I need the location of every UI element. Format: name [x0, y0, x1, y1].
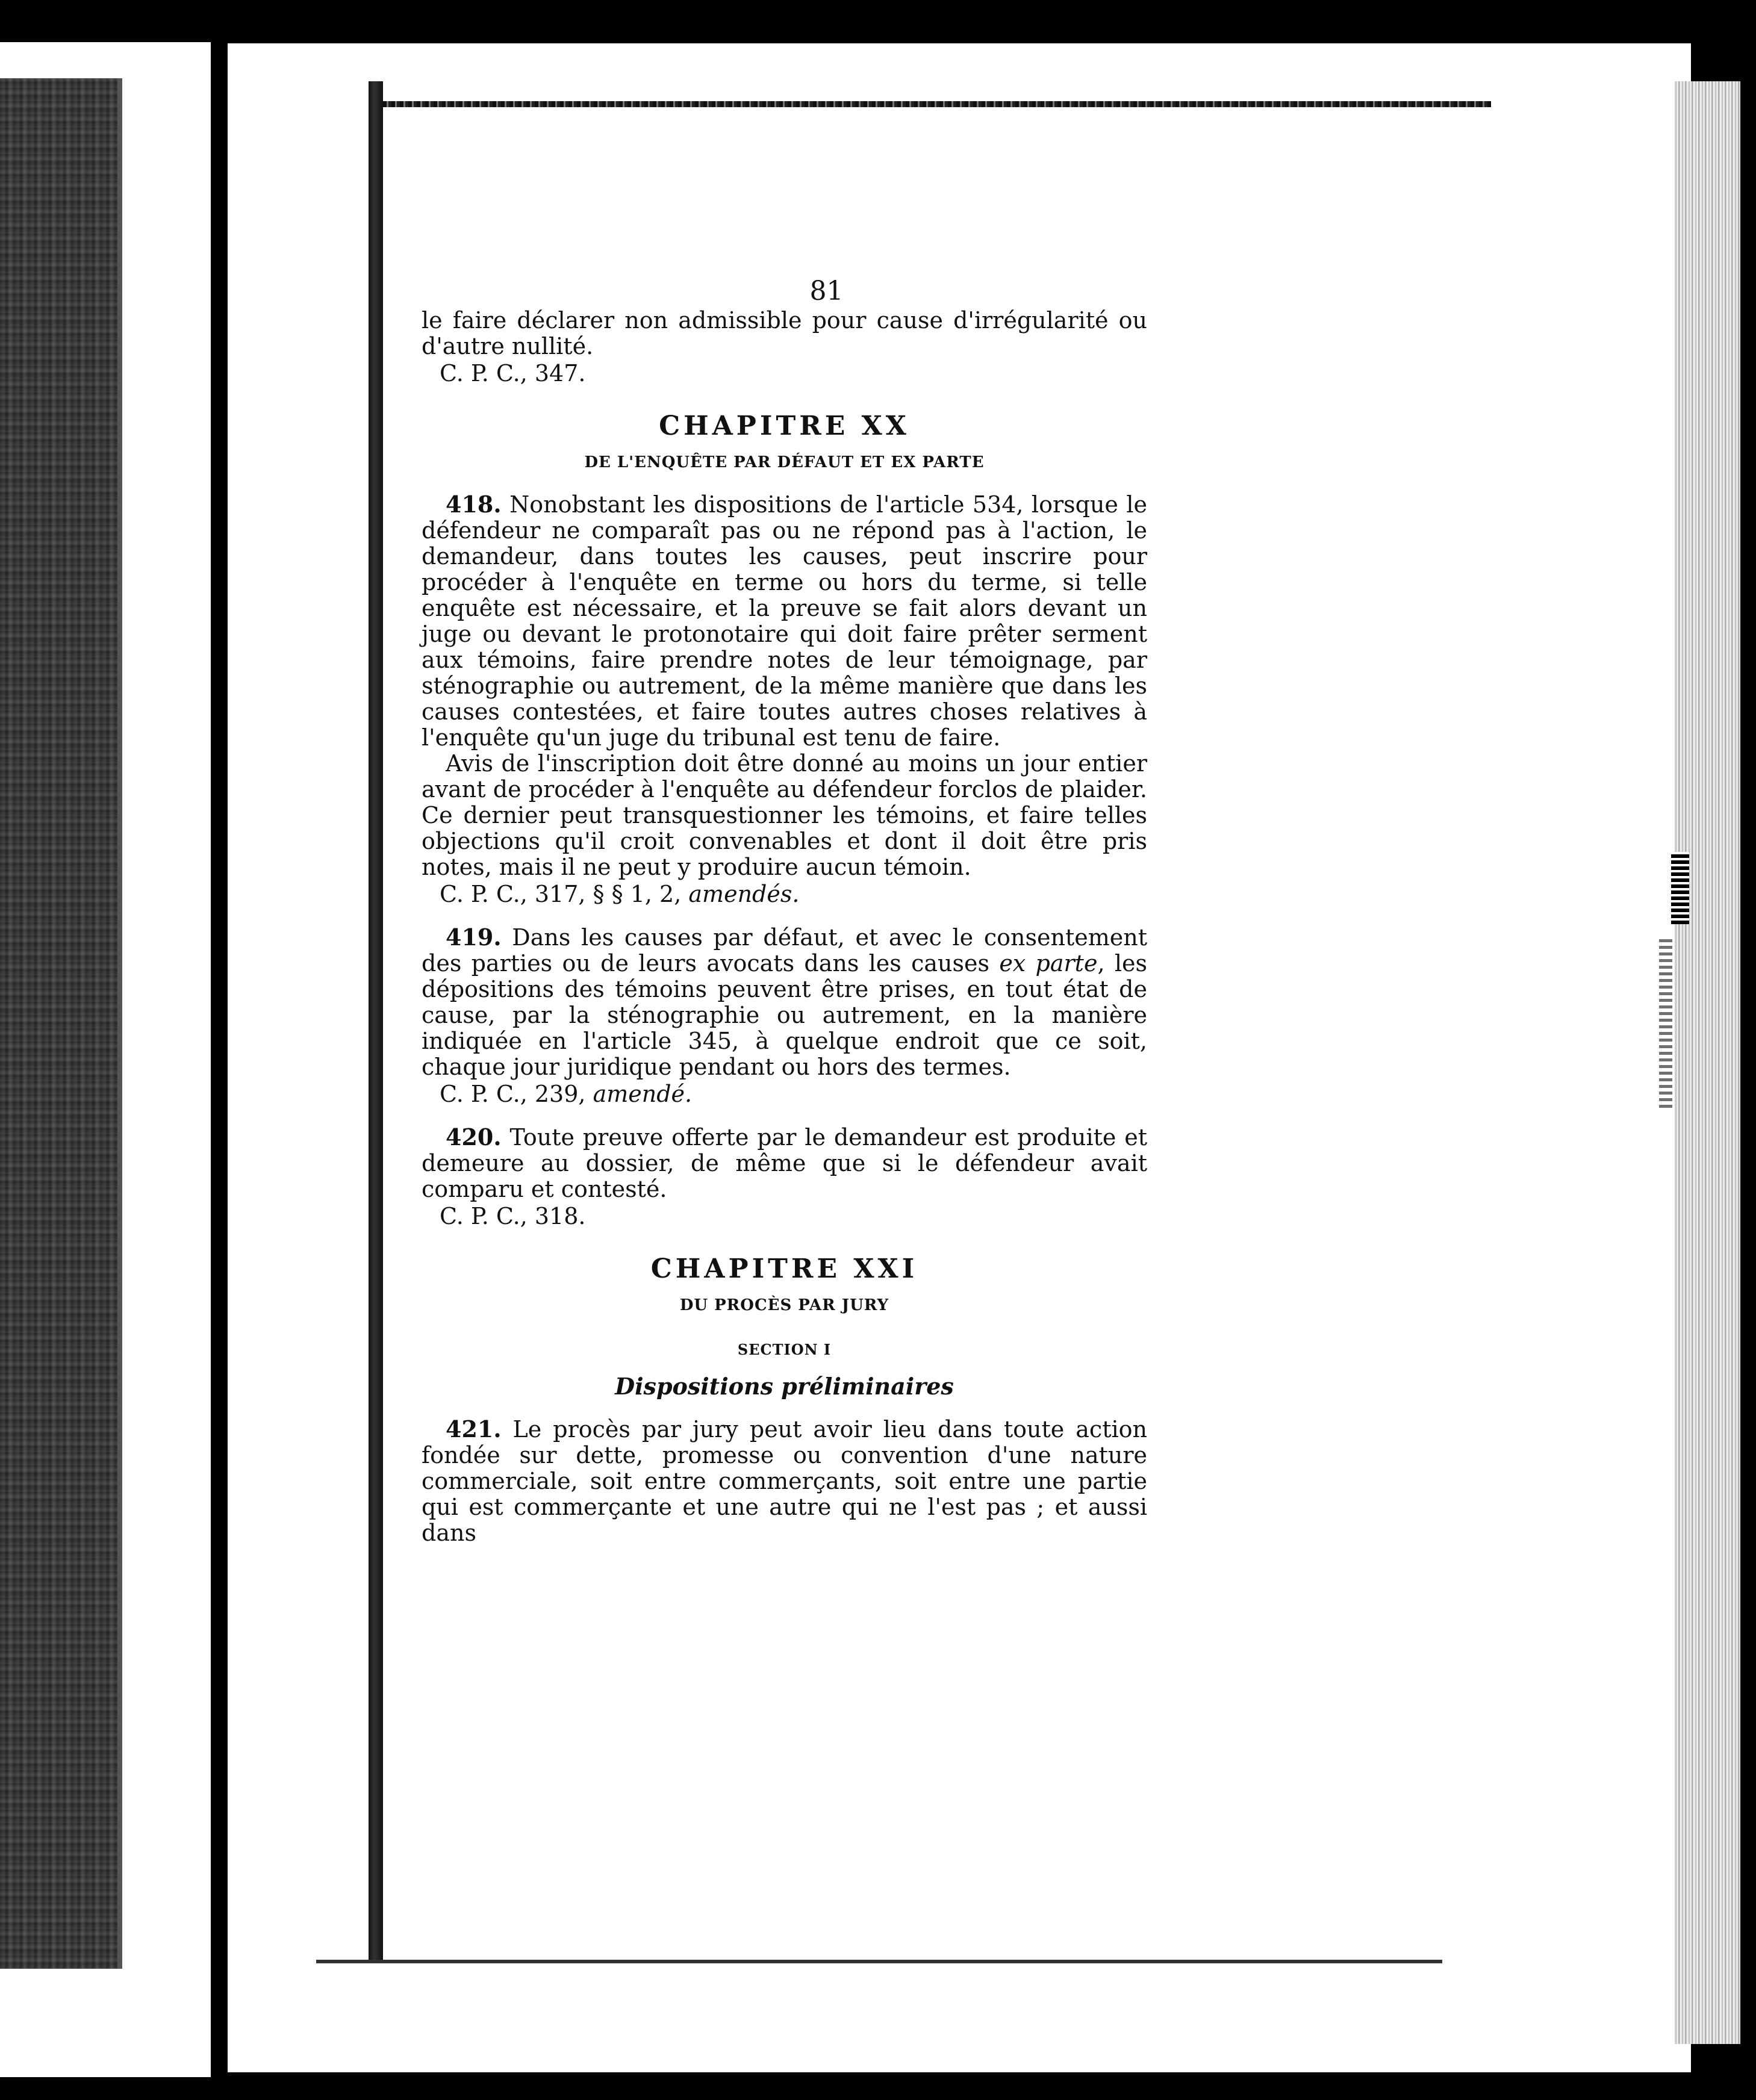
article-text: Dans les causes par défaut, et avec le consentement des parties ou de leurs avocats dans les causes	[422, 924, 1147, 977]
article-418	[422, 491, 1147, 751]
chapter-subtitle: DE L'ENQUÊTE PAR DÉFAUT ET EX PARTE	[584, 453, 985, 471]
article-421	[422, 1416, 1147, 1546]
article-text: Toute preuve offerte par le demandeur est produite et demeure au dossier, de même que si le défendeur avait comparu et contesté.	[422, 1124, 1147, 1202]
page-edges	[1674, 81, 1740, 2044]
article-text: Le procès par jury peut avoir lieu dans toute action fondée sur dette, promesse ou convention d'une nature commerciale, soit entre commerçants, soit entre une partie qui est commerçante et une autre qui ne l'est pas ; et aussi dans	[422, 1416, 1147, 1546]
article-420	[422, 1124, 1147, 1202]
article-number: 421.	[446, 1415, 502, 1443]
page-bottom-rule	[316, 1960, 1442, 1963]
page-top-rule	[383, 101, 1491, 107]
page-text-block	[422, 278, 1147, 1546]
article-419	[422, 924, 1147, 1080]
reference-note: amendés.	[688, 881, 800, 907]
article-text: Nonobstant les dispositions de l'article 534, lorsque le défendeur ne comparaît pas ou ne répond pas à l'action, le demandeur, dans toutes les causes, peut inscrire pour procéder à l'enquête en terme ou hors du terme, si telle enquête est nécessaire, et la preuve se fait alors devant un juge ou devant le protonotaire qui doit faire prêter serment aux témoins, faire prendre notes de leur témoignage, par sténographie ou autrement, de la même manière que dans les causes contestées, et faire toutes autres choses relatives à l'enquête qu'un juge du tribunal est tenu de faire.	[422, 491, 1147, 751]
reference	[440, 1081, 1147, 1107]
article-number: 420.	[446, 1123, 502, 1151]
edge-marking	[1671, 852, 1689, 924]
section-title: Dispositions préliminaires	[615, 1373, 954, 1400]
article-418-second-paragraph: Avis de l'inscription doit être donné au moins un jour entier avant de procéder à l'enquête au défendeur forclos de plaider. Ce dernier peut transquestionner les témoins, et faire telles objections qu'il croit convenables et dont il doit être pris notes, mais il ne peut y produire aucun témoin.	[422, 750, 1147, 880]
article-text-italic: ex parte	[999, 950, 1098, 977]
reference-note: amendé.	[593, 1081, 693, 1107]
chapter-title: CHAPITRE XXI	[650, 1253, 918, 1284]
chapter-subtitle: DU PROCÈS PAR JURY	[679, 1296, 889, 1314]
reference	[440, 881, 1147, 907]
reference: C. P. C., 318.	[440, 1203, 586, 1229]
reference-text: C. P. C., 239,	[440, 1081, 586, 1107]
reference-text: C. P. C., 317, § § 1, 2,	[440, 881, 682, 907]
continued-paragraph: le faire déclarer non admissible pour cause d'irrégularité ou d'autre nullité.	[422, 307, 1147, 359]
adjacent-page-edge	[117, 78, 122, 1969]
edge-marking-faint	[1659, 939, 1672, 1108]
chapter-title: CHAPITRE XX	[659, 411, 910, 441]
article-number: 419.	[446, 924, 502, 951]
section-heading: SECTION I	[737, 1341, 832, 1358]
article-number: 418.	[446, 491, 502, 518]
article-text: , les dépositions des témoins peuvent être prises, en tout état de cause, par la sténographie ou autrement, en la manière indiquée en l'article 345, à quelque endroit que ce soit, chaque jour juridique pendant ou hors des termes.	[422, 950, 1147, 1080]
reference: C. P. C., 347.	[440, 360, 586, 387]
adjacent-page-bleed	[0, 78, 117, 1969]
page-gutter-rule	[369, 81, 383, 1960]
page-number: 81	[809, 276, 844, 306]
